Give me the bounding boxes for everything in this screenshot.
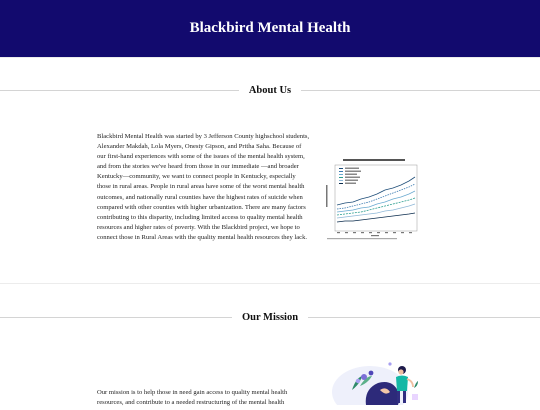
chart-source-note-mark: [327, 238, 397, 239]
chart-ylabel-mark: [326, 185, 328, 207]
site-header: [0, 0, 540, 57]
illustration-art: [330, 360, 420, 405]
chart-thumbnail: [323, 157, 421, 243]
mission-heading-row: [0, 310, 540, 324]
mission-paragraph: Our mission is to help those in need gain access to quality mental health resources, and contribute to a needed restructuring of the mental health: [97, 389, 288, 407]
heading-rule-left: [0, 317, 232, 318]
site-title: Blackbird Mental Health: [189, 20, 351, 36]
about-heading: About Us: [248, 84, 292, 96]
chart-xlabel-mark: [371, 235, 379, 236]
mission-heading: Our Mission: [241, 311, 299, 323]
suicide-rate-chart-image: [323, 157, 421, 243]
mental-health-illustration: [330, 360, 420, 405]
heading-rule-right: [301, 90, 540, 91]
about-section-divider: [0, 283, 540, 284]
header-divider: [0, 57, 540, 58]
about-paragraph: Blackbird Mental Health was started by 3 Jefferson County highschool students, Alexander Makdah, Lola Myers, Onesty Gipson, and Pritha Saha. Because of our first-hand experiences with some of the issues of the mental health system, and from the stories we've heard from those in our immediate —and broader Kentucky—community, we want to connect people in Kentucky, especially those in rural areas. People in rural areas have some of the worst mental health outcomes, and nationally rural counties have the highest rates of suicide when compared with other counties with higher urbanization. There are many factors contributing to this disparity, including limited access to quality mental health resources and higher rates of poverty. With the Blackbird project, we hope to connect those in Rural Areas with the quality mental health resources they lack.: [97, 133, 310, 241]
about-heading-row: [0, 83, 540, 97]
heading-rule-right: [308, 317, 540, 318]
heading-rule-left: [0, 90, 239, 91]
chart-title-mark: [343, 159, 405, 161]
